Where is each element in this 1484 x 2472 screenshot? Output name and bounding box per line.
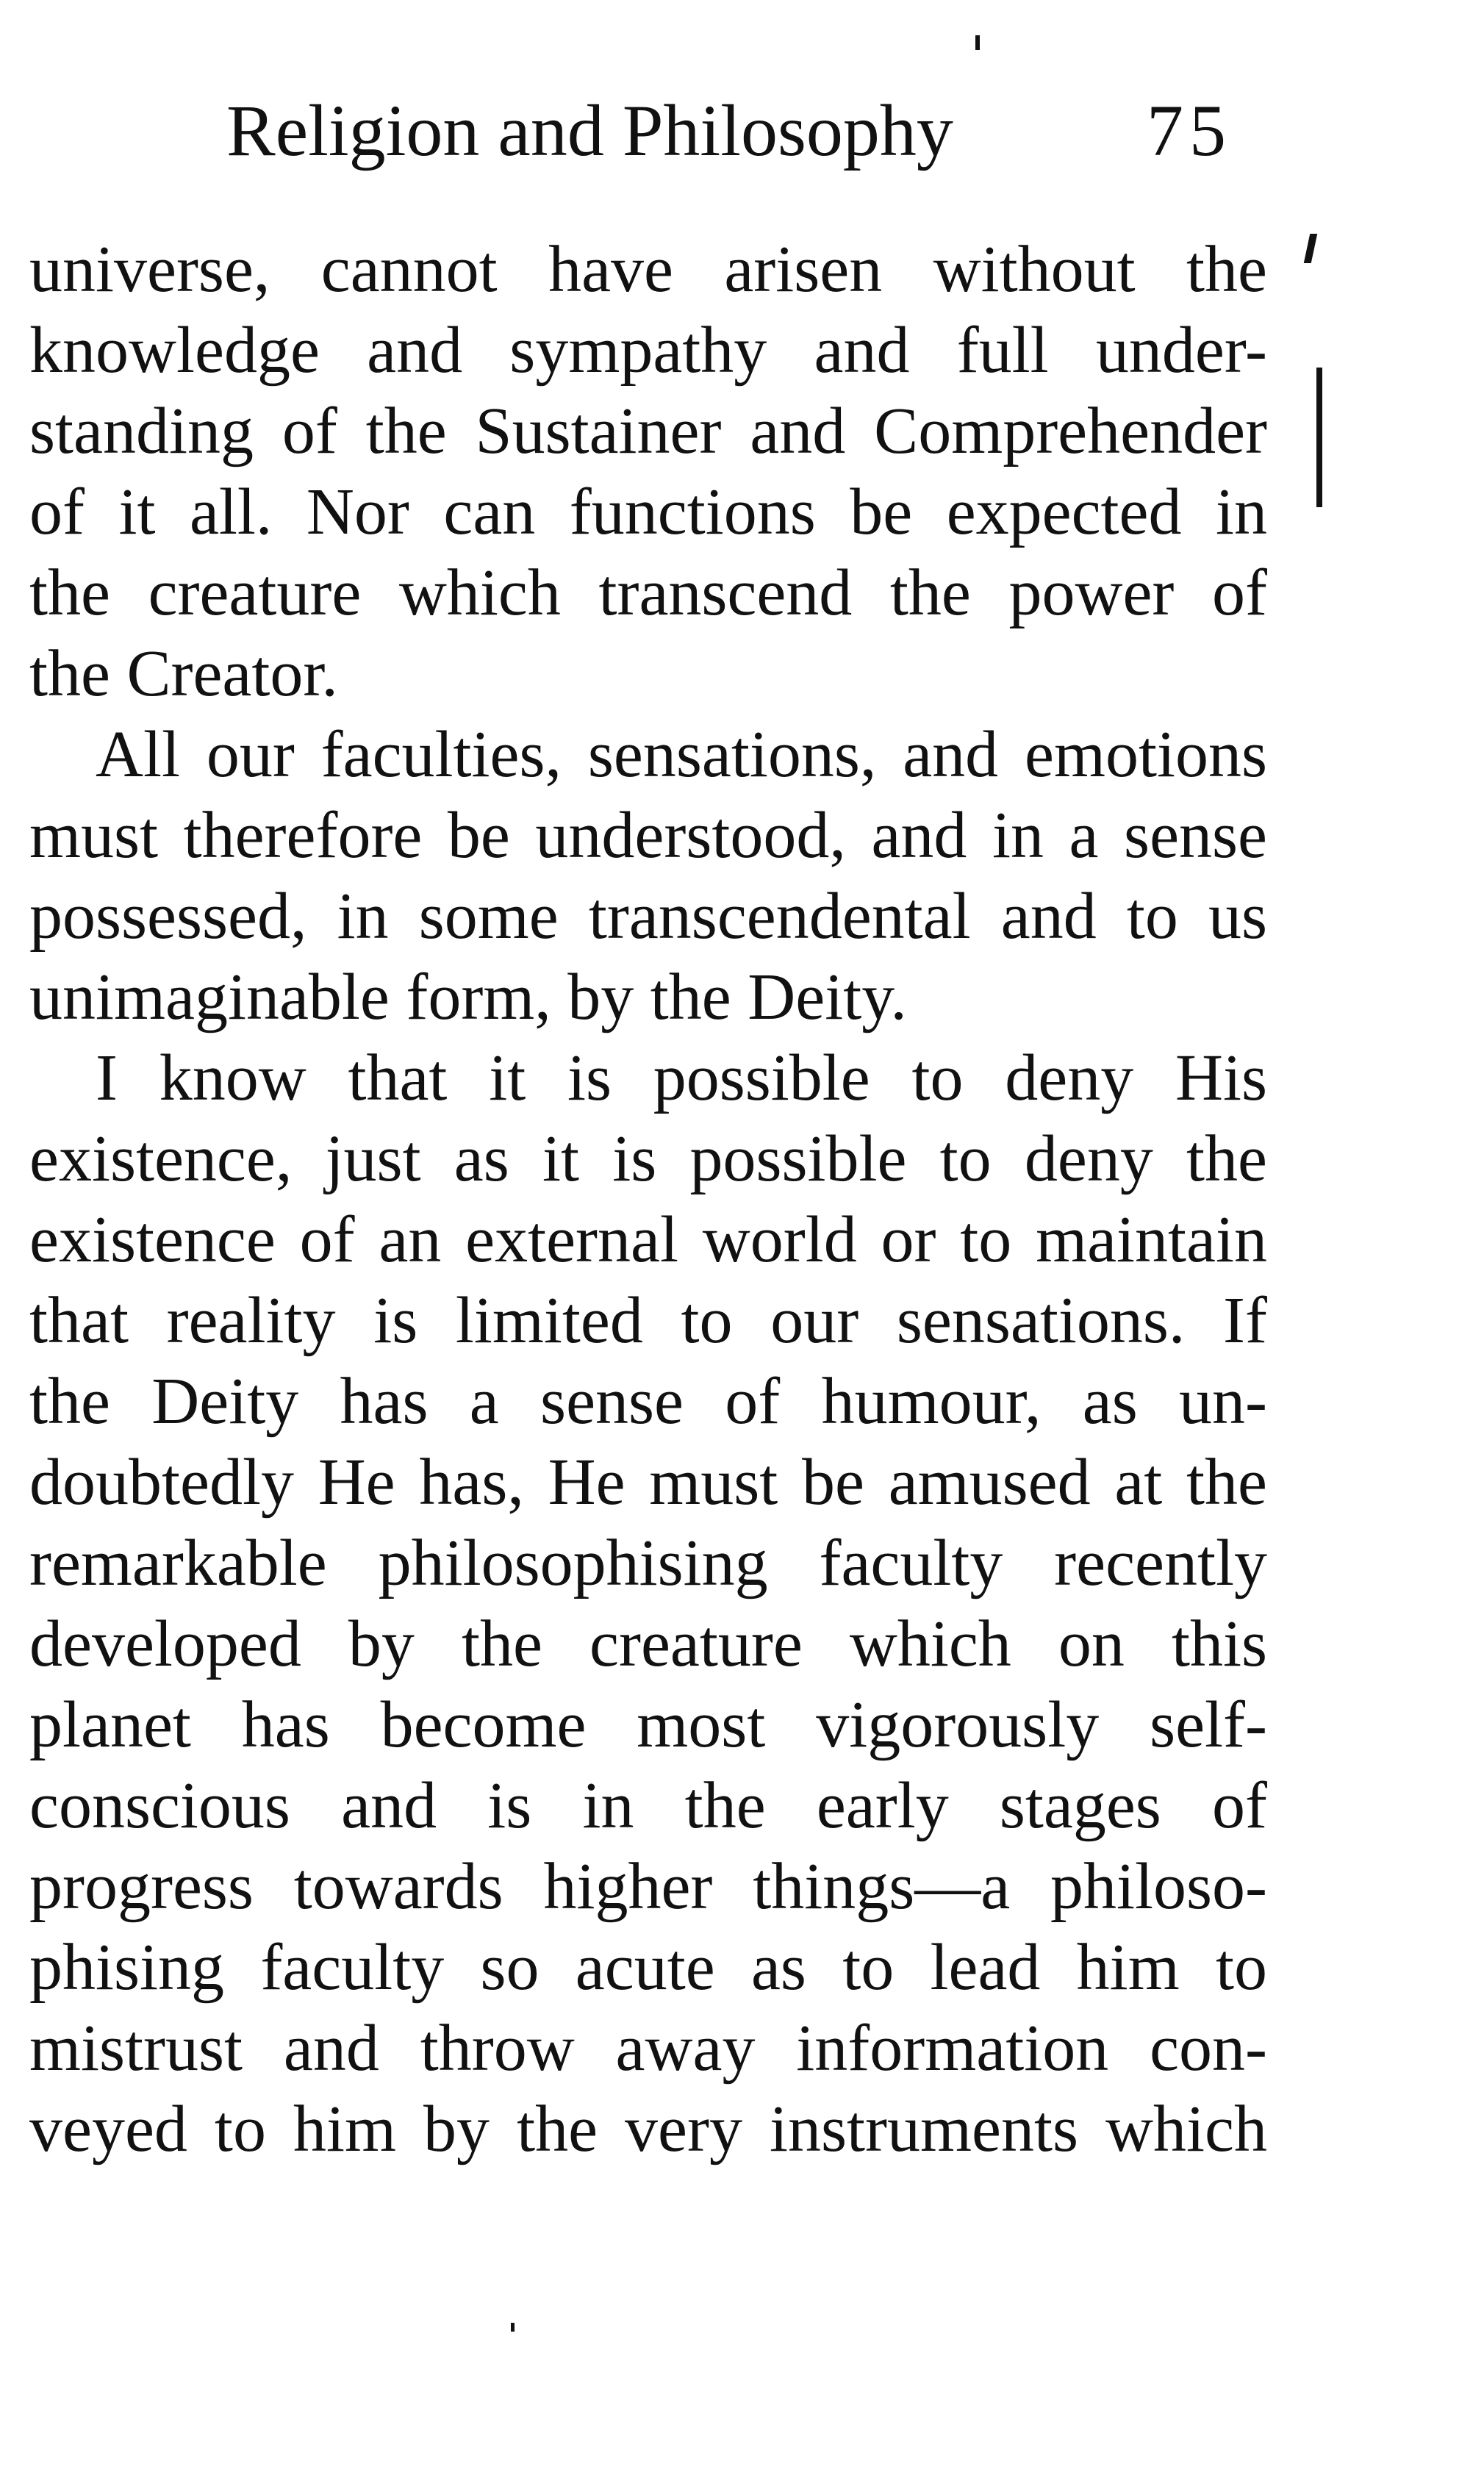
text-line: All our faculties, sensations, and emotions xyxy=(96,718,1267,791)
text-line: mistrust and throw away information con- xyxy=(29,2012,1267,2085)
text-line: I know that it is possible to deny His xyxy=(96,1042,1267,1114)
page-number: 75 xyxy=(1147,90,1232,171)
margin-bar-mark xyxy=(1316,368,1322,507)
running-header-title: Religion and Philosophy xyxy=(226,90,953,171)
text-line: remarkable philosophising faculty recently xyxy=(29,1527,1267,1599)
text-line: doubtedly He has, He must be amused at the xyxy=(29,1446,1267,1519)
text-line: progress towards higher things—a philoso- xyxy=(29,1850,1267,1923)
body-text xyxy=(29,229,1267,2170)
text-line: of it all. Nor can functions be expected in xyxy=(29,476,1267,548)
text-line: possessed, in some transcendental and to us xyxy=(29,880,1267,953)
scan-artifact-mark xyxy=(511,2323,515,2332)
text-line: unimaginable form, by the Deity. xyxy=(29,961,907,1033)
text-line: the Creator. xyxy=(29,637,338,710)
text-line: phising faculty so acute as to lead him to xyxy=(29,1931,1267,2004)
scan-artifact-mark xyxy=(1304,234,1318,263)
text-line: existence, just as it is possible to deny the xyxy=(29,1122,1267,1195)
text-line: developed by the creature which on this xyxy=(29,1608,1267,1680)
text-line: existence of an external world or to maintain xyxy=(29,1203,1267,1276)
text-line: planet has become most vigorously self- xyxy=(29,1688,1267,1761)
scan-artifact-mark xyxy=(975,35,980,50)
text-line: that reality is limited to our sensations. If xyxy=(29,1284,1267,1357)
text-line: knowledge and sympathy and full under- xyxy=(29,314,1267,387)
text-line: the creature which transcend the power of xyxy=(29,556,1267,629)
text-line: universe, cannot have arisen without the xyxy=(29,233,1267,306)
text-line: the Deity has a sense of humour, as un- xyxy=(29,1365,1267,1438)
text-line: veyed to him by the very instruments which xyxy=(29,2093,1267,2165)
text-line: standing of the Sustainer and Comprehender xyxy=(29,395,1267,467)
text-line: must therefore be understood, and in a sense xyxy=(29,799,1267,872)
text-line: conscious and is in the early stages of xyxy=(29,1769,1267,1842)
